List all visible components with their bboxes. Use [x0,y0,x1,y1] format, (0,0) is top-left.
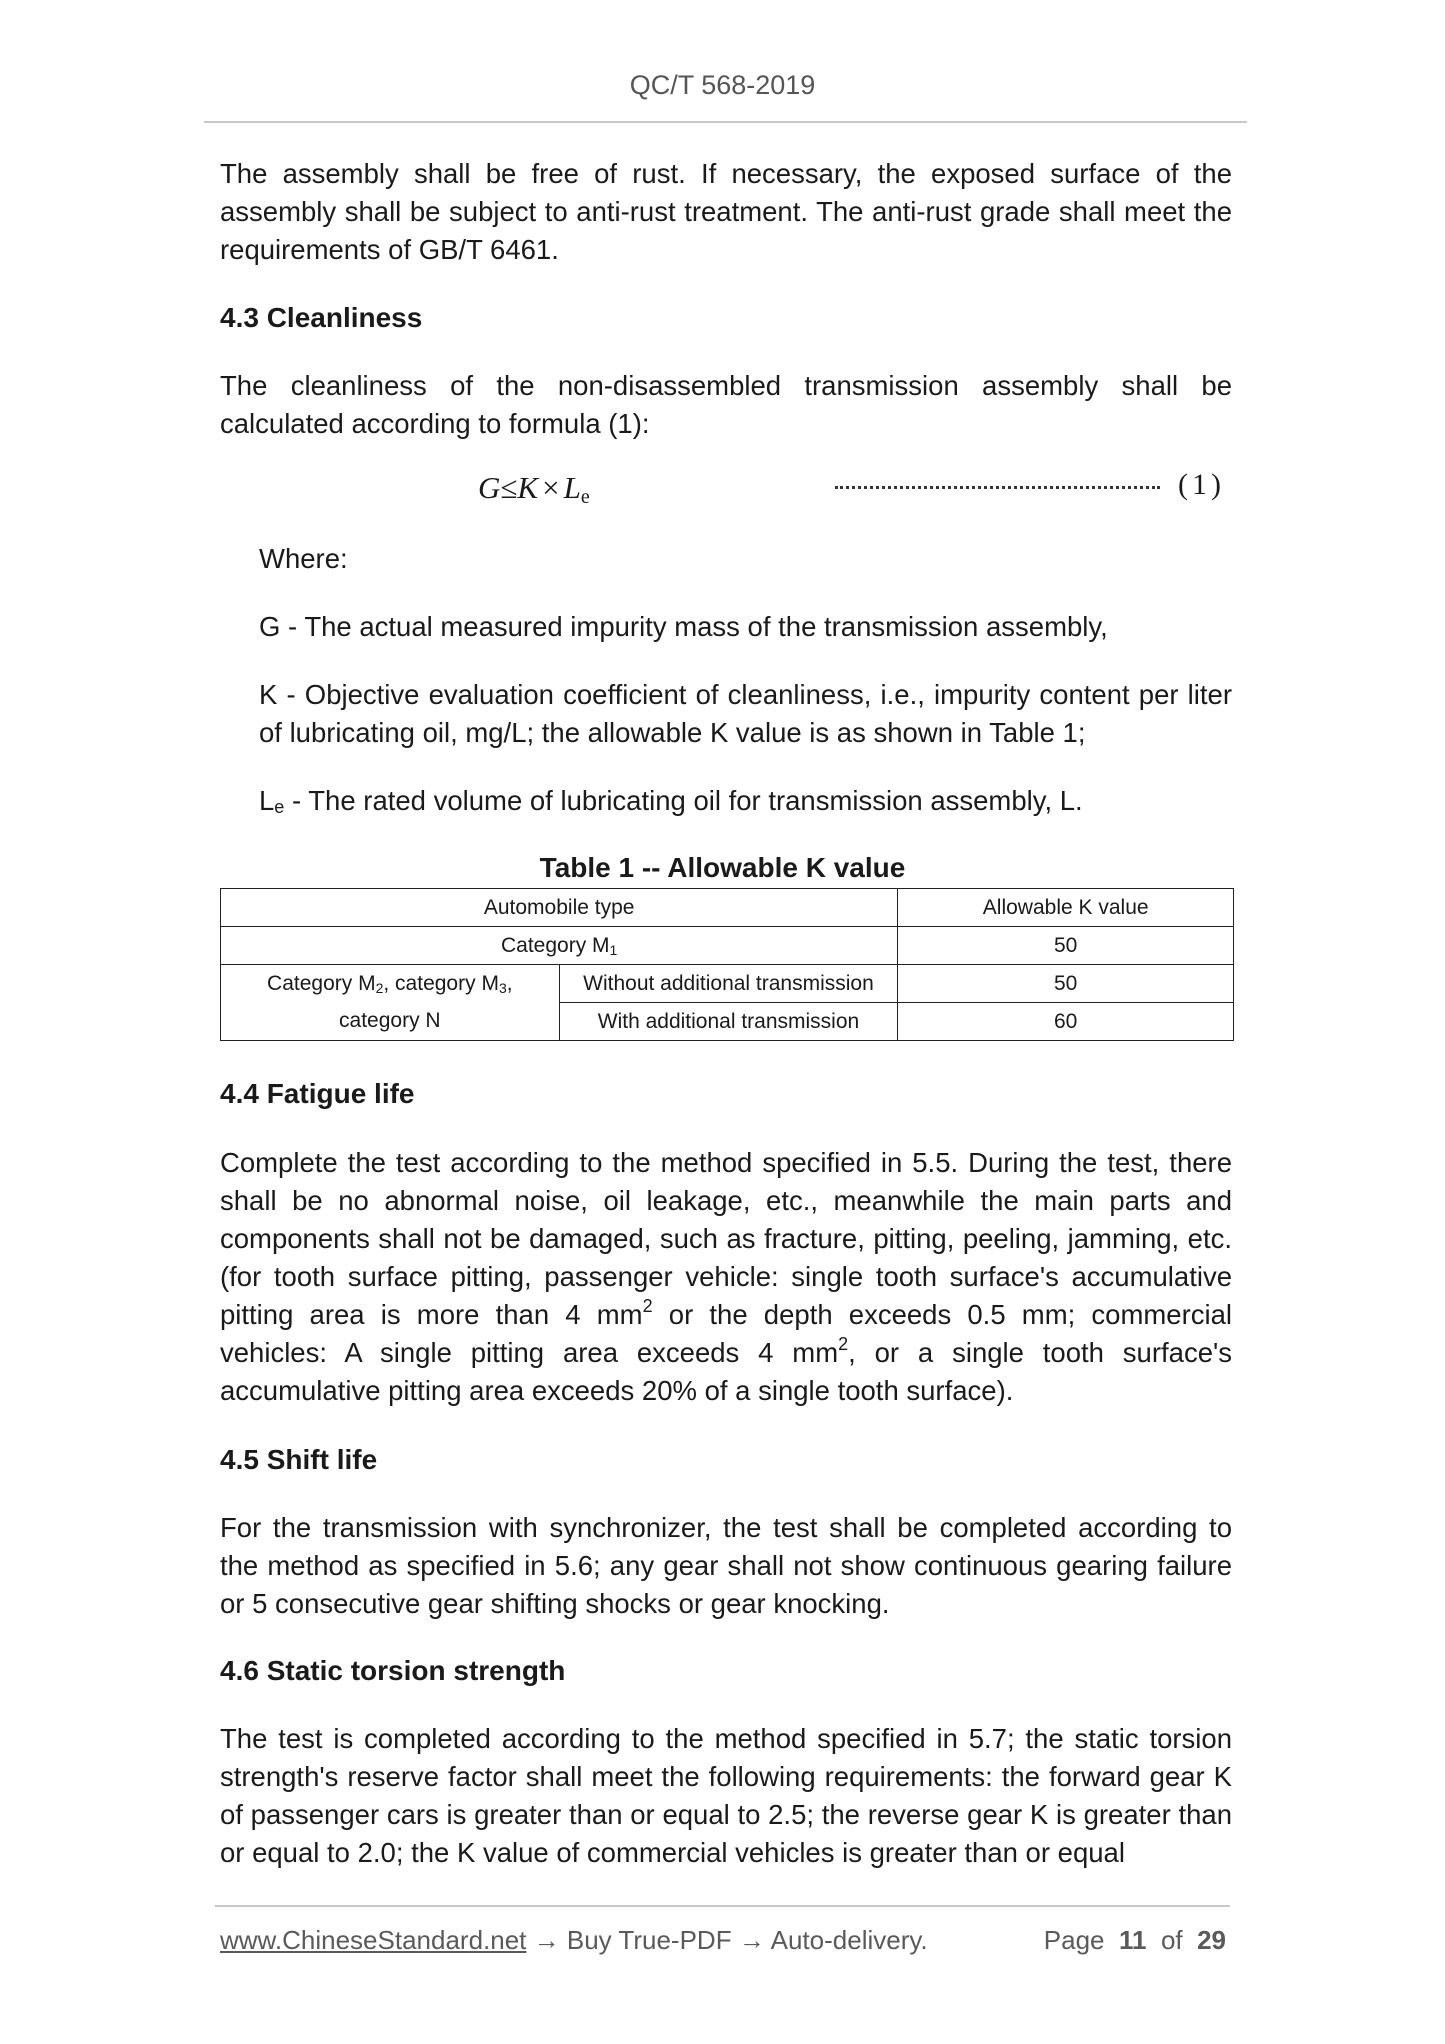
auto-delivery-text: Auto-delivery. [770,1925,928,1955]
formula-1 [478,470,590,509]
header-divider [204,121,1247,123]
without-transmission-value: 50 [898,965,1234,1003]
superscript-2b: 2 [838,1334,849,1354]
table-header-row [221,889,1234,927]
buy-text: Buy True-PDF [566,1925,732,1955]
formula-l: L [563,470,581,505]
formula-number: (1) [1178,468,1225,501]
website-link[interactable]: www.ChineseStandard.net [220,1925,527,1955]
section-4-6-heading: 4.6 Static torsion strength [220,1655,566,1686]
category-group-line2: category N [221,1003,560,1041]
arrow-right-icon: → [533,1925,560,1955]
intro-paragraph: The assembly shall be free of rust. If necessary, the exposed surface of the assembly shall be subject to anti-rust treatment. The anti-rust grade shall meet the requirements of GB/T 6461. [220,158,1232,265]
fatigue-text-part3: , or a single tooth surface's accumulative pitting area exceeds 20% of a single tooth surface). [220,1337,1232,1406]
section-4-5-text: For the transmission with synchronizer, the test shall be completed according to the method as specified in 5.6; any gear shall not show continuous gearing failure or 5 consecutive gear shifting shocks or gear knocking. [220,1512,1232,1619]
section-4-3-text: The cleanliness of the non-disassembled transmission assembly shall be calculated according to formula (1): [220,370,1232,439]
category-m1-subscript: 1 [609,941,618,958]
le-subscript: e [274,797,285,817]
formula-leader-dots [835,486,1160,489]
group-text-c: , [506,971,513,995]
g-definition: G - The actual measured impurity mass of the transmission assembly, [259,611,1108,642]
header-automobile-type: Automobile type [221,889,898,927]
with-transmission-label: With additional transmission [559,1003,898,1041]
category-m1-label: Category M [500,933,610,957]
section-4-5-heading: 4.5 Shift life [220,1444,378,1475]
formula-le-sign: ≤ [500,470,518,505]
where-label: Where: [259,543,348,574]
page-indicator [1044,1925,1226,1956]
le-definition [259,782,1232,826]
group-text-a: Category M [267,971,376,995]
k-definition: K - Objective evaluation coefficient of cleanliness, i.e., impurity content per liter of lubricating oil, mg/L; the allowable K value is as shown in Table 1; [259,679,1232,748]
superscript-2a: 2 [642,1296,653,1316]
table-row [221,1003,1234,1041]
total-pages: 29 [1197,1925,1226,1955]
category-m1-value: 50 [898,927,1234,965]
with-transmission-value: 60 [898,1003,1234,1041]
table-row [221,965,1234,1003]
group-sub-3: 3 [498,979,507,996]
allowable-k-table [220,888,1234,1041]
group-sub-2: 2 [375,979,384,996]
of-label: of [1160,1925,1183,1955]
category-group-line1 [221,965,560,1003]
le-text: - The rated volume of lubricating oil for transmission assembly, L. [284,785,1083,816]
header-allowable-k: Allowable K value [898,889,1234,927]
table-row [221,927,1234,965]
footer-divider [215,1905,1230,1907]
formula-g: G [478,470,501,505]
formula-e-subscript: e [580,486,590,508]
document-code-header: QC/T 568-2019 [629,70,816,100]
formula-k: K [517,470,539,505]
without-transmission-label: Without additional transmission [559,965,898,1003]
fatigue-text-part1: Complete the test according to the method specified in 5.5. During the test, there shall be no abnormal noise, oil leakage, etc., meanwhile the main parts and components shall not be damaged, such as fracture, pitting, peeling, jamming, etc. (for tooth surface pitting, passenger vehicle: single tooth surface's accumulative pitting area is more than 4 mm [220,1147,1232,1330]
footer-promo [220,1925,928,1956]
formula-times-sign: × [542,470,560,505]
arrow-right-icon: → [738,1925,765,1955]
fatigue-text-part2: or the depth exceeds 0.5 mm; commercial vehicles: A single pitting area exceeds 4 mm [220,1299,1232,1368]
current-page: 11 [1118,1925,1147,1955]
le-symbol: L [259,785,275,816]
section-4-3-heading: 4.3 Cleanliness [220,302,423,333]
table-1-caption: Table 1 -- Allowable K value [539,852,906,883]
section-4-4-heading: 4.4 Fatigue life [220,1078,415,1109]
section-4-6-text: The test is completed according to the method specified in 5.7; the static torsion strength's reserve factor shall meet the following requirements: the forward gear K of passenger cars is greater than or equal to 2.5; the reverse gear K is greater than or equal to 2.0; the K value of commercial vehicles is greater than or equal [220,1723,1232,1868]
group-text-b: , category M [383,971,499,995]
category-m1-cell [221,927,898,965]
section-4-4-text [220,1144,1232,1410]
page-label: Page [1043,1925,1105,1955]
